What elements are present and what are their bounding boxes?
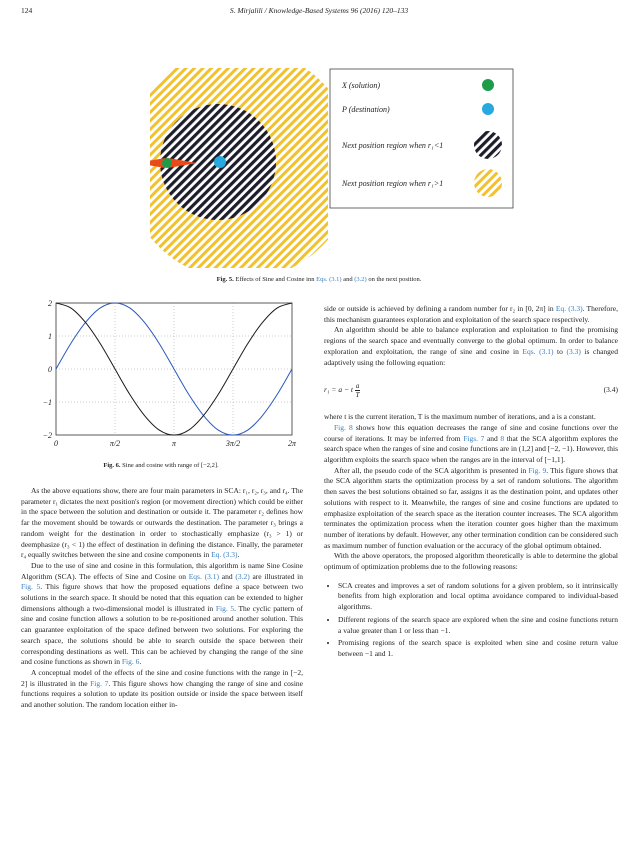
fig5-caption: Fig. 5. Effects of Sine and Cosine inn Eqs. (3.1) and (3.2) on the next position. <box>216 276 422 283</box>
fig6-chart <box>20 295 302 455</box>
fig-link[interactable]: Figs. 7 <box>463 433 485 443</box>
x-tick-label: 2π <box>287 439 297 448</box>
eq-link[interactable]: Eqs. (3.1) <box>188 571 219 581</box>
eq-link[interactable]: Eq. (3.3) <box>555 304 583 313</box>
fig6-caption-label: Fig. 6. <box>103 462 121 469</box>
equation-label: (3.4) <box>603 384 618 394</box>
fig5-caption-label: Fig. 5. <box>216 276 234 283</box>
y-tick-label: 0 <box>48 365 52 374</box>
eq-link[interactable]: (3.3) <box>566 346 581 356</box>
destination-point <box>214 156 226 168</box>
running-head: S. Mirjalili / Knowledge-Based Systems 96 (2016) 120–133 <box>229 6 409 15</box>
legend-r1-greater-label: Next position region when r₁>1 <box>342 179 444 188</box>
paragraph: side or outside is achieved by defining a random number for r₂ in [0, 2π] in Eq. (3.3). Therefore, this mechanism guarantees exploration and exploitation of the search space respectively. <box>324 304 618 324</box>
x-tick-label: 0 <box>54 439 58 448</box>
paragraph: As the above equations show, there are four main parameters in SCA: r₁, r₂, r₃, and r₄. The parameter r₁ dictates the next position's region (or movement direction) which could be either in the space between the solution and destination or outside it. The parameter r₂ defines how far the movement should be towards or outwards the destination. The parameter r₃ brings a random weight for the destination in order to stochastically emphasize (r₃ > 1) or deemphasize (r₃ < 1) the effect of destination in defining the distance. Finally, the parameter r₄ equally switches between the sine and cosine components in Eq. (3.3). <box>21 486 303 560</box>
legend-destination-label: P (destination) <box>342 105 390 114</box>
legend-solution-label: X (solution) <box>342 81 380 90</box>
list-item: • Different regions of the search space are explored when the sine and cosine functions return a value greater than 1 or less than −1. <box>338 615 618 636</box>
left-column <box>21 486 303 711</box>
y-tick-label: 1 <box>48 332 52 341</box>
fig-link[interactable]: Fig. 5 <box>215 603 235 613</box>
right-column <box>324 304 618 662</box>
y-tick-label: −2 <box>42 431 52 440</box>
reasons-list <box>324 581 618 660</box>
fig-link[interactable]: Fig. 6 <box>121 657 140 667</box>
page-number: 124 <box>21 6 33 15</box>
x-tick-label: 3π/2 <box>225 439 241 448</box>
equation-3-4 <box>324 376 618 404</box>
fig-link[interactable]: Fig. 5 <box>21 582 41 592</box>
eq-link[interactable]: Eqs. (3.1) <box>316 276 342 283</box>
paragraph: An algorithm should be able to balance exploration and exploitation to find the promising regions of the search space and eventually converge to the global optimum. In order to balance exploration and exploitation, the range of sine and cosine in Eqs. (3.1) to (3.3) is changed adaptively using the following equation: <box>324 325 618 367</box>
eq-link[interactable]: Eqs. (3.1) <box>522 346 554 356</box>
equation-lhs: r₁ = a − t <box>324 384 353 394</box>
fig-link[interactable]: Fig. 7 <box>90 678 109 688</box>
y-tick-label: 2 <box>48 299 52 308</box>
paragraph: With the above operators, the proposed algorithm theoretically is able to determine the global optimum of optimization problems due to the following reasons: <box>324 551 618 572</box>
eq-link[interactable]: (3.2) <box>354 276 367 283</box>
x-tick-label: π/2 <box>109 439 121 448</box>
x-tick-label: π <box>171 439 177 448</box>
eq-link[interactable]: Eq. (3.3) <box>211 550 238 560</box>
equation-fraction: $\frac{a}{T}$ <box>355 381 360 399</box>
legend-dark-swatch <box>474 131 502 159</box>
fig-link[interactable]: Fig. 8 <box>334 422 353 432</box>
paragraph: Fig. 8 shows how this equation decreases the range of sine and cosine functions over the course of iterations. It may be inferred from Figs. 7 and 8 that the SCA algorithm explores the search space when the ranges of sine and cosine functions are in (1,2] and [−2, −1). However, this algorithm exploits the search space when the ranges are in the interval of [−1,1]. <box>324 422 618 465</box>
paragraph: A conceptual model of the effects of the sine and cosine functions with the range in [−2, 2] is illustrated in the Fig. 7. This figure shows how changing the range of sine and cosine functions requires a solution to update its position outside or inside the space between itself and another solution. The random location either in- <box>21 667 303 710</box>
solution-point <box>162 158 172 168</box>
list-item: • Promising regions of the search space is exploited when sine and cosine return value between −1 and 1. <box>338 638 618 659</box>
paragraph: After all, the pseudo code of the SCA algorithm is presented in Fig. 9. This figure shows that the SCA algorithm starts the optimization process by a set of random solutions. The algorithm then saves the best solutions obtained so far, assigns it as the destination point, and updates other solutions with respect to it. Meanwhile, the ranges of sine and cosine functions are updated to emphasize exploitation of the search space as the iteration counter increases. The SCA algorithm terminates the optimization process when the iteration counter goes higher than the maximum number of iterations by default. However, any other termination condition can be considered such as maximum number of function evaluation or the accuracy of the global optimum obtained. <box>324 465 618 550</box>
fig5-diagram <box>150 68 515 268</box>
paragraph: Due to the use of sine and cosine in this formulation, this algorithm is name Sine Cosine Algorithm (SCA). The effects of Sine and Cosine on Eqs. (3.1) and (3.2) are illustrated in Fig. 5. This figure shows that how the proposed equations define a space between two solutions in the search space. It should be noted that this equation can be extended to higher dimensions although a two-dimensional model is illustrated in Fig. 5. The cyclic pattern of sine and cosine function allows a solution to be re-positioned around another solution. This can guarantee exploitation of the space defined between two solutions. For exploring the search space, the solutions should be able to search outside the space between their corresponding destinations as well. This can be achieved by changing the range of the sine and cosine functions as shown in Fig. 6. <box>21 560 303 667</box>
list-item: • SCA creates and improves a set of random solutions for a given problem, so it intrinsically benefits from high exploration and local optima avoidance compared to individual-based algorithms. <box>338 581 618 613</box>
fig-link[interactable]: Fig. 9 <box>528 465 547 475</box>
legend-solution-swatch <box>482 79 494 91</box>
legend-r1-less-label: Next position region when r₁<1 <box>342 141 444 150</box>
fig-link[interactable]: 8 <box>500 433 505 443</box>
y-tick-label: −1 <box>42 398 52 407</box>
legend-yellow-swatch <box>474 169 502 197</box>
legend-destination-swatch <box>482 103 494 115</box>
paragraph: where t is the current iteration, T is the maximum number of iterations, and a is a constant. <box>324 412 596 422</box>
fig6-caption: Fig. 6. Sine and cosine with range of [−2,2]. <box>103 462 219 469</box>
eq-link[interactable]: (3.2) <box>235 571 250 581</box>
